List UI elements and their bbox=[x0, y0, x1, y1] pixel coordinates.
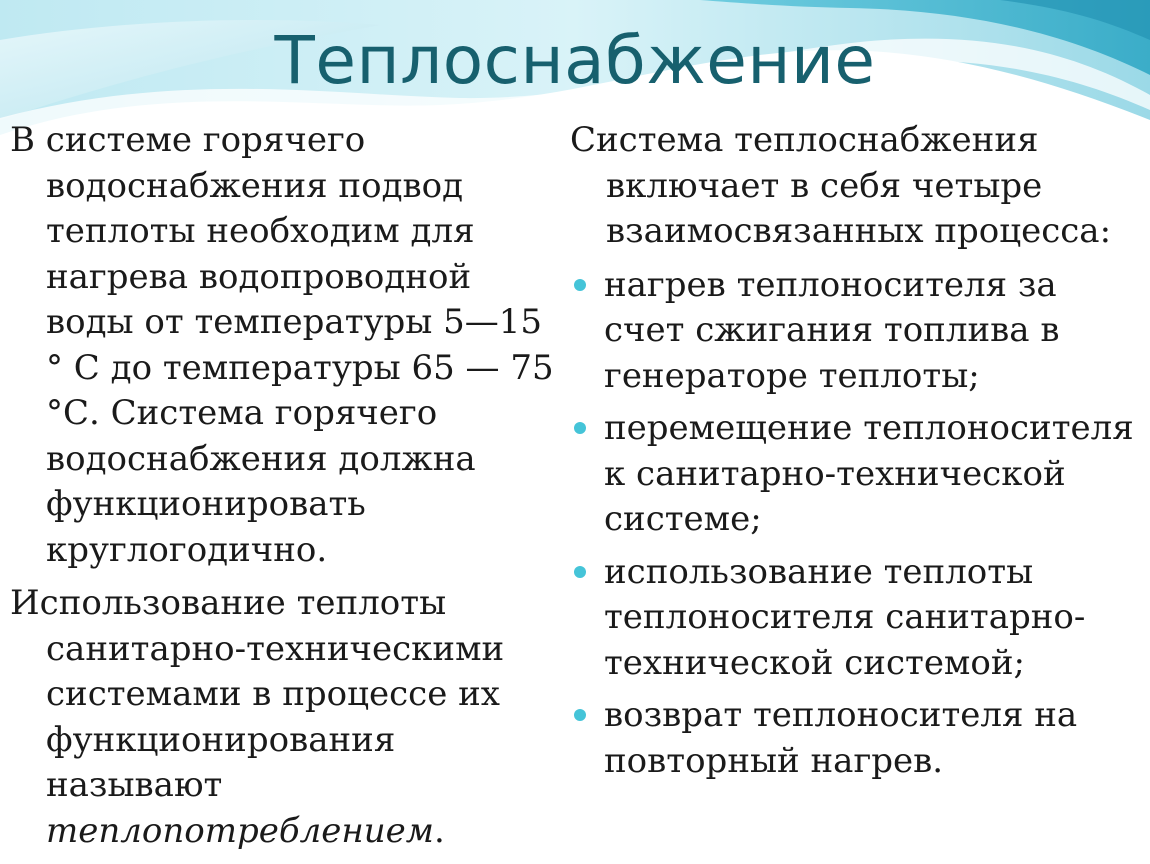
list-item-text: перемещение теплоносителя к санитарно-технической системе; bbox=[604, 408, 1134, 539]
paragraph-hot-water: В системе горячего водоснабжения подвод теплоты необходим для нагрева водопроводной воды от температуры 5—15 ° С до температуры 65 — 75 °С. Система горячего водоснабжения должна функционировать круглогодично. bbox=[10, 120, 554, 570]
process-list bbox=[570, 263, 1145, 785]
bullet-dot-icon bbox=[574, 279, 586, 291]
slide-title: Теплоснабжение bbox=[274, 22, 876, 99]
list-item bbox=[570, 263, 1145, 400]
right-column bbox=[570, 118, 1145, 791]
bullet-dot-icon bbox=[574, 566, 586, 578]
paragraph-heat-consumption-text: Использование теплоты санитарно-техническими системами в процессе их функционирования называют bbox=[10, 583, 505, 805]
left-column bbox=[10, 118, 560, 862]
paragraph-heat-consumption bbox=[10, 581, 560, 854]
list-item bbox=[570, 693, 1145, 784]
paragraph-end-period: . bbox=[434, 810, 445, 851]
bullet-dot-icon bbox=[574, 709, 586, 721]
term-heat-consumption: теплопотреблением bbox=[46, 810, 434, 851]
list-item bbox=[570, 550, 1145, 687]
list-item-text: возврат теплоносителя на повторный нагрев. bbox=[604, 695, 1078, 781]
paragraph-system-intro: Система теплоснабжения включает в себя четыре взаимосвязанных процесса: bbox=[570, 120, 1112, 251]
bullet-dot-icon bbox=[574, 422, 586, 434]
list-item-text: нагрев теплоносителя за счет сжигания топлива в генераторе теплоты; bbox=[604, 264, 1060, 396]
list-item bbox=[570, 406, 1145, 543]
list-item-text: использование теплоты теплоносителя санитарно-технической системой; bbox=[604, 551, 1086, 683]
